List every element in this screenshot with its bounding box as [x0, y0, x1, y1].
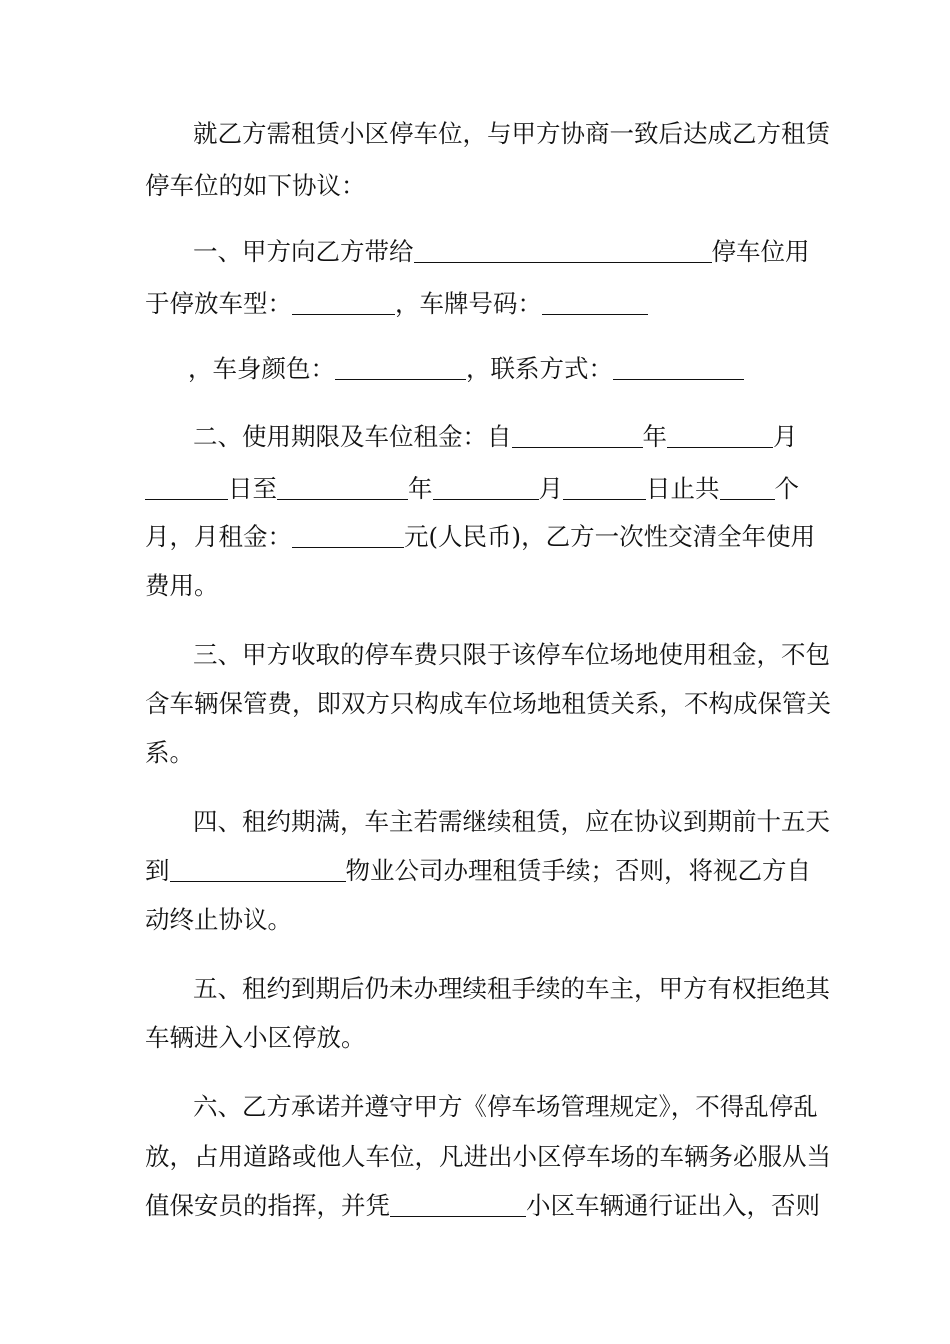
community-name-blank[interactable]	[390, 1194, 526, 1217]
clause-6-line-3: 值保安员的指挥，并凭 小区车辆通行证出入，否则	[145, 1191, 820, 1220]
clause-4-line-2: 到 物业公司办理租赁手续；否则，将视乙方自	[145, 856, 811, 885]
clause-1-line-3: ，车身颜色： ，联系方式：	[188, 357, 744, 382]
clause-2-line-1: 二、使用期限及车位租金：自 年 月	[193, 422, 798, 451]
month-count-blank[interactable]	[720, 477, 775, 500]
monthly-rent-blank[interactable]	[292, 525, 404, 548]
clause-2-line-4: 费用。	[145, 571, 219, 600]
clause-4-line-1: 四、租约期满，车主若需继续租赁，应在协议到期前十五天	[193, 807, 830, 836]
preamble-line-2: 停车位的如下协议：	[145, 171, 366, 200]
car-model-blank[interactable]	[292, 292, 395, 315]
clause-3-line-2: 含车辆保管费，即双方只构成车位场地租赁关系，不构成保管关	[145, 689, 831, 718]
clause-5-line-1: 五、租约到期后仍未办理续租手续的车主，甲方有权拒绝其	[193, 974, 830, 1003]
clause-6-line-2: 放，占用道路或他人车位，凡进出小区停车场的车辆务必服从当	[145, 1142, 831, 1171]
start-year-blank[interactable]	[512, 425, 643, 448]
end-month-blank[interactable]	[433, 477, 539, 500]
start-day-blank[interactable]	[145, 477, 228, 500]
start-month-blank[interactable]	[667, 425, 773, 448]
plate-number-blank[interactable]	[542, 292, 648, 315]
end-year-blank[interactable]	[277, 477, 408, 500]
clause-2-line-2: 日至 年 月 日止共 个	[145, 477, 799, 502]
contact-blank[interactable]	[613, 357, 744, 380]
clause-2-line-3: 月，月租金： 元(人民币)，乙方一次性交清全年使用	[145, 522, 816, 551]
clause-3-line-3: 系。	[145, 738, 194, 767]
clause-1-line-1: 一、甲方向乙方带给 停车位用	[193, 237, 810, 266]
preamble-line-1: 就乙方需租赁小区停车位，与甲方协商一致后达成乙方租赁	[193, 119, 830, 148]
property-company-blank[interactable]	[170, 859, 346, 882]
parking-spot-blank[interactable]	[414, 240, 712, 263]
clause-4-line-3: 动终止协议。	[145, 905, 292, 934]
clause-1-line-2: 于停放车型： ，车牌号码：	[145, 292, 648, 317]
clause-3-line-1: 三、甲方收取的停车费只限于该停车位场地使用租金，不包	[193, 640, 830, 669]
clause-6-line-1: 六、乙方承诺并遵守甲方《停车场管理规定》，不得乱停乱	[193, 1092, 818, 1121]
car-color-blank[interactable]	[335, 357, 466, 380]
clause-5-line-2: 车辆进入小区停放。	[145, 1023, 366, 1052]
end-day-blank[interactable]	[563, 477, 646, 500]
